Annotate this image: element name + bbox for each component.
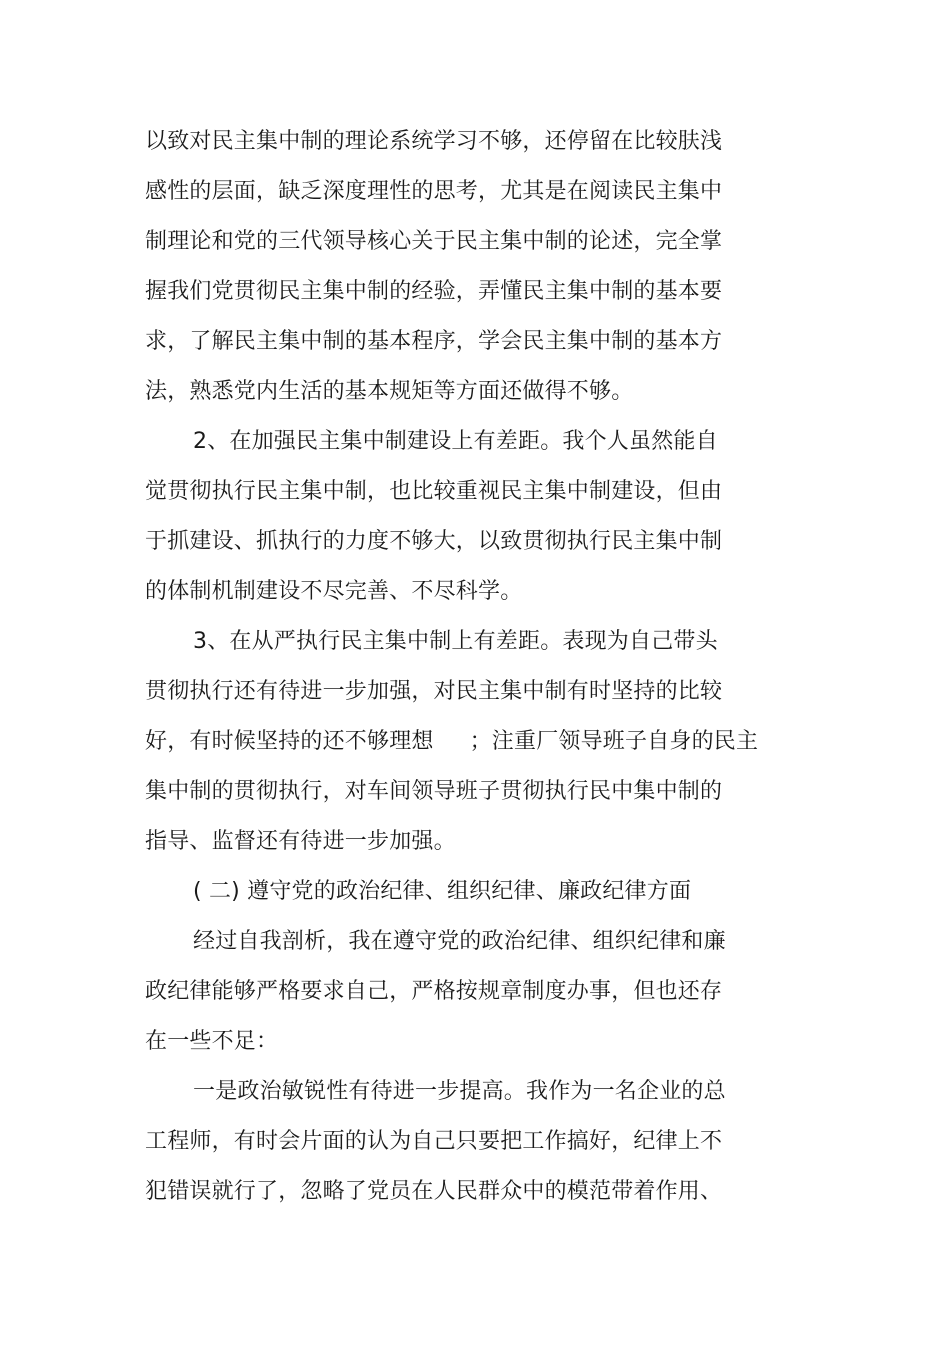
text-line: 贯彻执行还有待进一步加强，对民主集中制有时坚持的比较 — [145, 679, 723, 704]
text-line: 犯错误就行了，忽略了党员在人民群众中的模范带着作用、 — [145, 1179, 723, 1204]
text-line: 于抓建设、抓执行的力度不够大，以致贯彻执行民主集中制 — [145, 529, 723, 554]
text-line: 感性的层面，缺乏深度理性的思考，尤其是在阅读民主集中 — [145, 179, 723, 204]
section-heading: ( 二) 遵守党的政治纪律、组织纪律、廉政纪律方面 — [193, 879, 692, 904]
paragraph-start-line: 一是政治敏锐性有待进一步提高。我作为一名企业的总 — [193, 1079, 726, 1104]
paragraph-start-line: 3、在从严执行民主集中制上有差距。表现为自己带头 — [193, 629, 718, 654]
text-line: 觉贯彻执行民主集中制，也比较重视民主集中制建设，但由 — [145, 479, 723, 504]
text-line: 的体制机制建设不尽完善、不尽科学。 — [145, 579, 523, 604]
text-line: 集中制的贯彻执行，对车间领导班子贯彻执行民中集中制的 — [145, 779, 723, 804]
text-line: 指导、监督还有待进一步加强。 — [145, 829, 456, 854]
text-line: 政纪律能够严格要求自己，严格按规章制度办事，但也还存 — [145, 979, 723, 1004]
text-line: 工程师，有时会片面的认为自己只要把工作搞好，纪律上不 — [145, 1129, 723, 1154]
text-segment: ；注重厂领导班子自身的民主 — [469, 729, 759, 754]
text-line: 以致对民主集中制的理论系统学习不够，还停留在比较肤浅 — [145, 129, 723, 154]
text-line: 法，熟悉党内生活的基本规矩等方面还做得不够。 — [145, 379, 634, 404]
text-line: 制理论和党的三代领导核心关于民主集中制的论述，完全掌 — [145, 229, 723, 254]
text-line: 在一些不足： — [145, 1029, 279, 1054]
paragraph-start-line: 经过自我剖析，我在遵守党的政治纪律、组织纪律和廉 — [193, 929, 726, 954]
text-line — [145, 727, 758, 757]
paragraph-start-line: 2、在加强民主集中制建设上有差距。我个人虽然能自 — [193, 429, 718, 454]
text-line: 求，了解民主集中制的基本程序，学会民主集中制的基本方 — [145, 329, 723, 354]
text-segment: 好，有时候坚持的还不够理想 — [145, 729, 434, 754]
text-line: 握我们党贯彻民主集中制的经验，弄懂民主集中制的基本要 — [145, 279, 723, 304]
